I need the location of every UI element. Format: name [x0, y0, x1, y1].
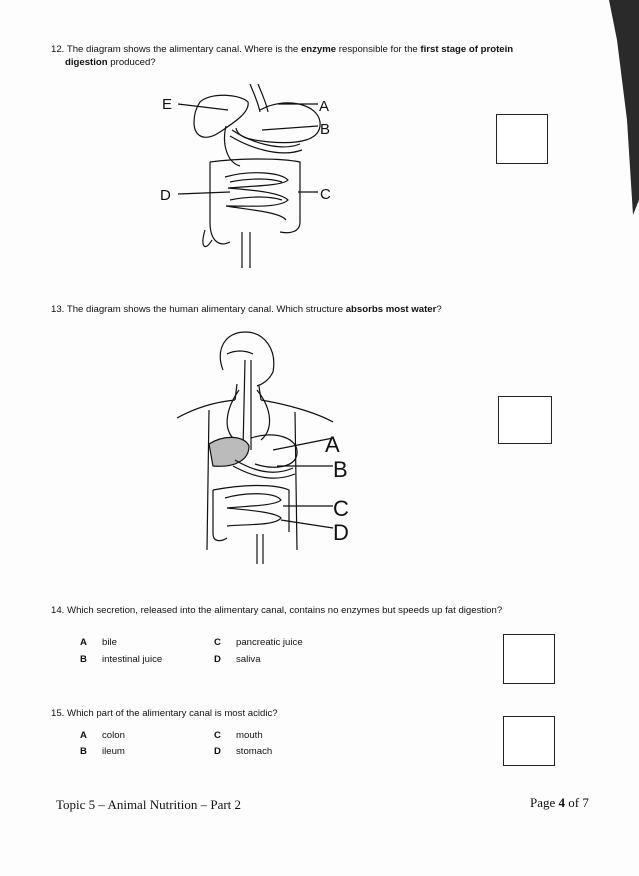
q12-label-a: A — [319, 98, 330, 115]
q14-option-b-text: intestinal juice — [102, 654, 163, 665]
q15-option-d-letter: D — [214, 746, 221, 757]
q14-option-c-text: pancreatic juice — [236, 637, 303, 648]
q14-option-d-letter: D — [214, 654, 221, 665]
footer-page — [530, 795, 589, 811]
q12-bold-c: digestion — [65, 57, 108, 68]
q14-option-a[interactable] — [80, 637, 117, 648]
q15-option-b-text: ileum — [102, 746, 125, 757]
q13-label-d: D — [333, 520, 349, 545]
q12-answer-box[interactable] — [496, 114, 548, 164]
q12-text-a: The diagram shows the alimentary canal. Where is the — [66, 44, 301, 55]
question-14 — [51, 604, 571, 617]
q12-label-b: B — [320, 121, 331, 138]
q14-option-a-text: bile — [102, 637, 117, 648]
footer-page-suffix: of 7 — [565, 795, 589, 810]
q12-number: 12. — [51, 44, 65, 55]
q15-number: 15. — [51, 708, 65, 719]
q15-option-b[interactable] — [80, 746, 125, 757]
footer-page-number: 4 — [558, 795, 566, 810]
q15-option-d[interactable] — [214, 746, 272, 757]
q12-label-e: E — [162, 96, 173, 113]
q15-option-c-text: mouth — [236, 730, 263, 741]
question-15 — [51, 707, 571, 720]
q14-number: 14. — [51, 605, 65, 616]
q14-option-a-letter: A — [80, 637, 87, 648]
q14-option-b-letter: B — [80, 654, 87, 665]
q13-label-b: B — [333, 457, 348, 482]
question-12 — [51, 43, 571, 69]
q13-label-c: C — [333, 496, 349, 521]
q13-bold-a: absorbs most water — [345, 304, 437, 315]
q14-text: Which secretion, released into the alimentary canal, contains no enzymes but speeds up fat digestion? — [67, 605, 503, 616]
q14-option-c-letter: C — [214, 637, 221, 648]
q13-answer-box[interactable] — [498, 396, 552, 444]
q12-text-b: responsible for the — [336, 44, 421, 55]
q12-bold-a: enzyme — [300, 44, 337, 55]
footer-page-prefix: Page — [530, 795, 559, 810]
q12-label-d: D — [160, 187, 171, 204]
q15-answer-box[interactable] — [503, 716, 555, 766]
footer-topic: Topic 5 – Animal Nutrition – Part 2 — [56, 797, 242, 812]
q14-option-c[interactable] — [214, 637, 303, 648]
q13-text-a: The diagram shows the human alimentary canal. Which structure — [66, 304, 346, 315]
q12-bold-b: first stage of protein — [420, 44, 514, 55]
question-13 — [51, 303, 571, 316]
q14-answer-box[interactable] — [503, 634, 555, 684]
q14-option-d-text: saliva — [236, 654, 261, 665]
q15-option-b-letter: B — [80, 746, 87, 757]
q12-diagram — [150, 82, 350, 272]
q12-label-c: C — [320, 186, 331, 203]
q13-number: 13. — [51, 304, 65, 315]
q15-text: Which part of the alimentary canal is most acidic? — [67, 708, 278, 719]
q13-diagram — [165, 320, 365, 570]
q12-text-c: produced? — [107, 57, 156, 68]
q15-option-a-text: colon — [102, 730, 125, 741]
q15-option-c[interactable] — [214, 730, 263, 741]
q14-option-b[interactable] — [80, 654, 162, 665]
q13-text-b: ? — [436, 304, 442, 315]
scan-shadow — [599, 0, 639, 220]
q15-option-a-letter: A — [80, 730, 87, 741]
q13-label-a: A — [325, 432, 340, 457]
q14-option-d[interactable] — [214, 654, 261, 665]
q15-option-a[interactable] — [80, 730, 125, 741]
q15-option-c-letter: C — [214, 730, 221, 741]
q15-option-d-text: stomach — [236, 746, 273, 757]
